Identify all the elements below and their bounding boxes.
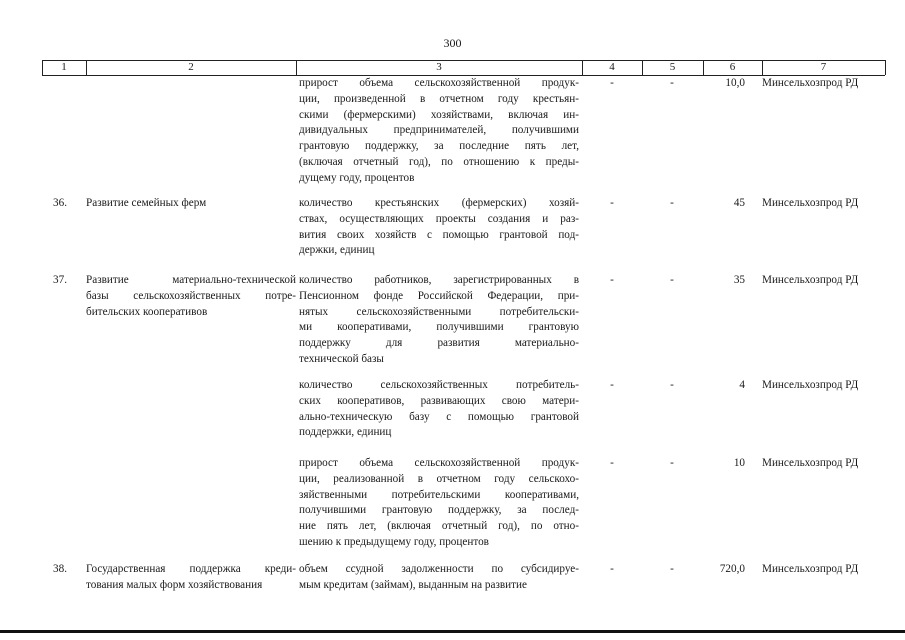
header-col-4: 4 <box>609 61 615 73</box>
text-line: поддержку для развития материально- <box>299 337 579 350</box>
text-line: Государственная поддержка креди- <box>86 563 296 575</box>
text-line: мым кредитам (займам), выданным на развитие <box>299 578 527 591</box>
text-line: объем ссудной задолженности по субсидируе- <box>299 563 579 575</box>
text-line: получившими грантовую поддержку, за послед- <box>299 504 579 517</box>
responsible-body: Минсельхозпрод РД <box>762 379 859 391</box>
activity-name: Развитие семейных ферм <box>86 197 207 209</box>
indicator-text <box>299 196 579 259</box>
indicator-text <box>299 76 579 187</box>
col4-value: - <box>610 77 614 89</box>
header-col-3: 3 <box>436 61 442 73</box>
header-col-1: 1 <box>61 61 67 73</box>
header-col-6: 6 <box>729 61 736 73</box>
responsible-body: Минсельхозпрод РД <box>762 274 859 286</box>
responsible-body: Минсельхозпрод РД <box>762 77 859 89</box>
col5-value: - <box>670 563 674 575</box>
col5-value: - <box>670 77 674 89</box>
text-line: количество сельскохозяйственных потребитель- <box>299 379 579 391</box>
target-value: 720,0 <box>719 563 745 575</box>
text-line: прирост объема сельскохозяйственной продук- <box>299 457 579 469</box>
text-line: держки, единиц <box>299 244 375 257</box>
text-line: скими (фермерскими) хозяйствами, включая ин- <box>299 108 579 121</box>
text-line: нятых сельскохозяйственными потребительски- <box>299 305 579 318</box>
text-line: прирост объема сельскохозяйственной продук- <box>299 77 579 89</box>
text-line: поддержки, единиц <box>299 426 392 439</box>
text-line: дивидуальных предпринимателей, получившими <box>299 124 579 137</box>
text-line: шению к предыдущему году, процентов <box>299 535 489 548</box>
target-value: 4 <box>739 379 745 391</box>
text-line: бительских кооперативов <box>86 305 208 318</box>
text-line: ствах, осуществляющих проекты создания и раз- <box>299 212 579 225</box>
target-value: 10,0 <box>725 77 745 89</box>
text-line: ции, произведенной в отчетном году крестьян- <box>299 92 579 105</box>
col5-value: - <box>670 274 674 286</box>
header-col-2: 2 <box>188 61 194 73</box>
activity-name <box>86 562 296 594</box>
activity-name <box>86 273 296 320</box>
col4-value: - <box>610 197 614 209</box>
target-value: 45 <box>733 197 745 209</box>
responsible-body: Минсельхозпрод РД <box>762 197 859 209</box>
text-line: ние пять лет, (включая отчетный год), по отно- <box>299 520 579 533</box>
col5-value: - <box>670 379 674 391</box>
col5-value: - <box>670 197 674 209</box>
text-line: ции, реализованной в отчетном году сельскохо- <box>299 472 579 485</box>
page-number: 300 <box>443 36 462 50</box>
text-line: (включая отчетный год), по отношению к преды- <box>299 155 579 168</box>
text-line: количество работников, зарегистрированных в <box>299 274 579 286</box>
text-line: Пенсионном фонде Российской Федерации, при- <box>299 289 579 302</box>
text-line: зяйственными потребительскими кооперативами, <box>299 488 579 501</box>
target-value: 35 <box>733 274 745 286</box>
text-line: ми кооперативами, получившими грантовую <box>299 321 579 334</box>
text-line: ских кооперативов, развивающих свою матери- <box>299 394 579 407</box>
header-col-5: 5 <box>669 61 676 73</box>
header-col-7: 7 <box>820 61 827 73</box>
col4-value: - <box>610 274 614 286</box>
row-number: 36. <box>53 197 67 209</box>
text-line: базы сельскохозяйственных потре- <box>86 289 296 302</box>
col4-value: - <box>610 457 614 469</box>
col5-value: - <box>670 457 674 469</box>
indicator-text <box>299 456 579 551</box>
text-line: тования малых форм хозяйствования <box>86 578 263 591</box>
text-line: Развитие материально-технической <box>86 274 296 286</box>
col4-value: - <box>610 563 614 575</box>
col4-value: - <box>610 379 614 391</box>
indicator-text <box>299 562 579 594</box>
indicator-text <box>299 378 579 441</box>
row-number: 37. <box>53 274 67 286</box>
text-line: ально-техническую базу с помощью грантовой <box>299 410 579 423</box>
scan-bottom-edge <box>0 630 905 633</box>
text-line: технической базы <box>299 352 384 365</box>
text-line: количество крестьянских (фермерских) хозяй- <box>299 197 579 209</box>
responsible-body: Минсельхозпрод РД <box>762 563 859 575</box>
row-number: 38. <box>53 563 67 575</box>
text-line: дущему году, процентов <box>299 171 415 184</box>
indicator-text <box>299 273 579 368</box>
text-line: вития своих хозяйств с помощью грантовой под- <box>299 228 579 241</box>
text-line: грантовую поддержку, за последние пять лет, <box>299 140 579 153</box>
target-value: 10 <box>733 457 745 469</box>
column-divider <box>885 60 886 75</box>
responsible-body: Минсельхозпрод РД <box>762 457 859 469</box>
